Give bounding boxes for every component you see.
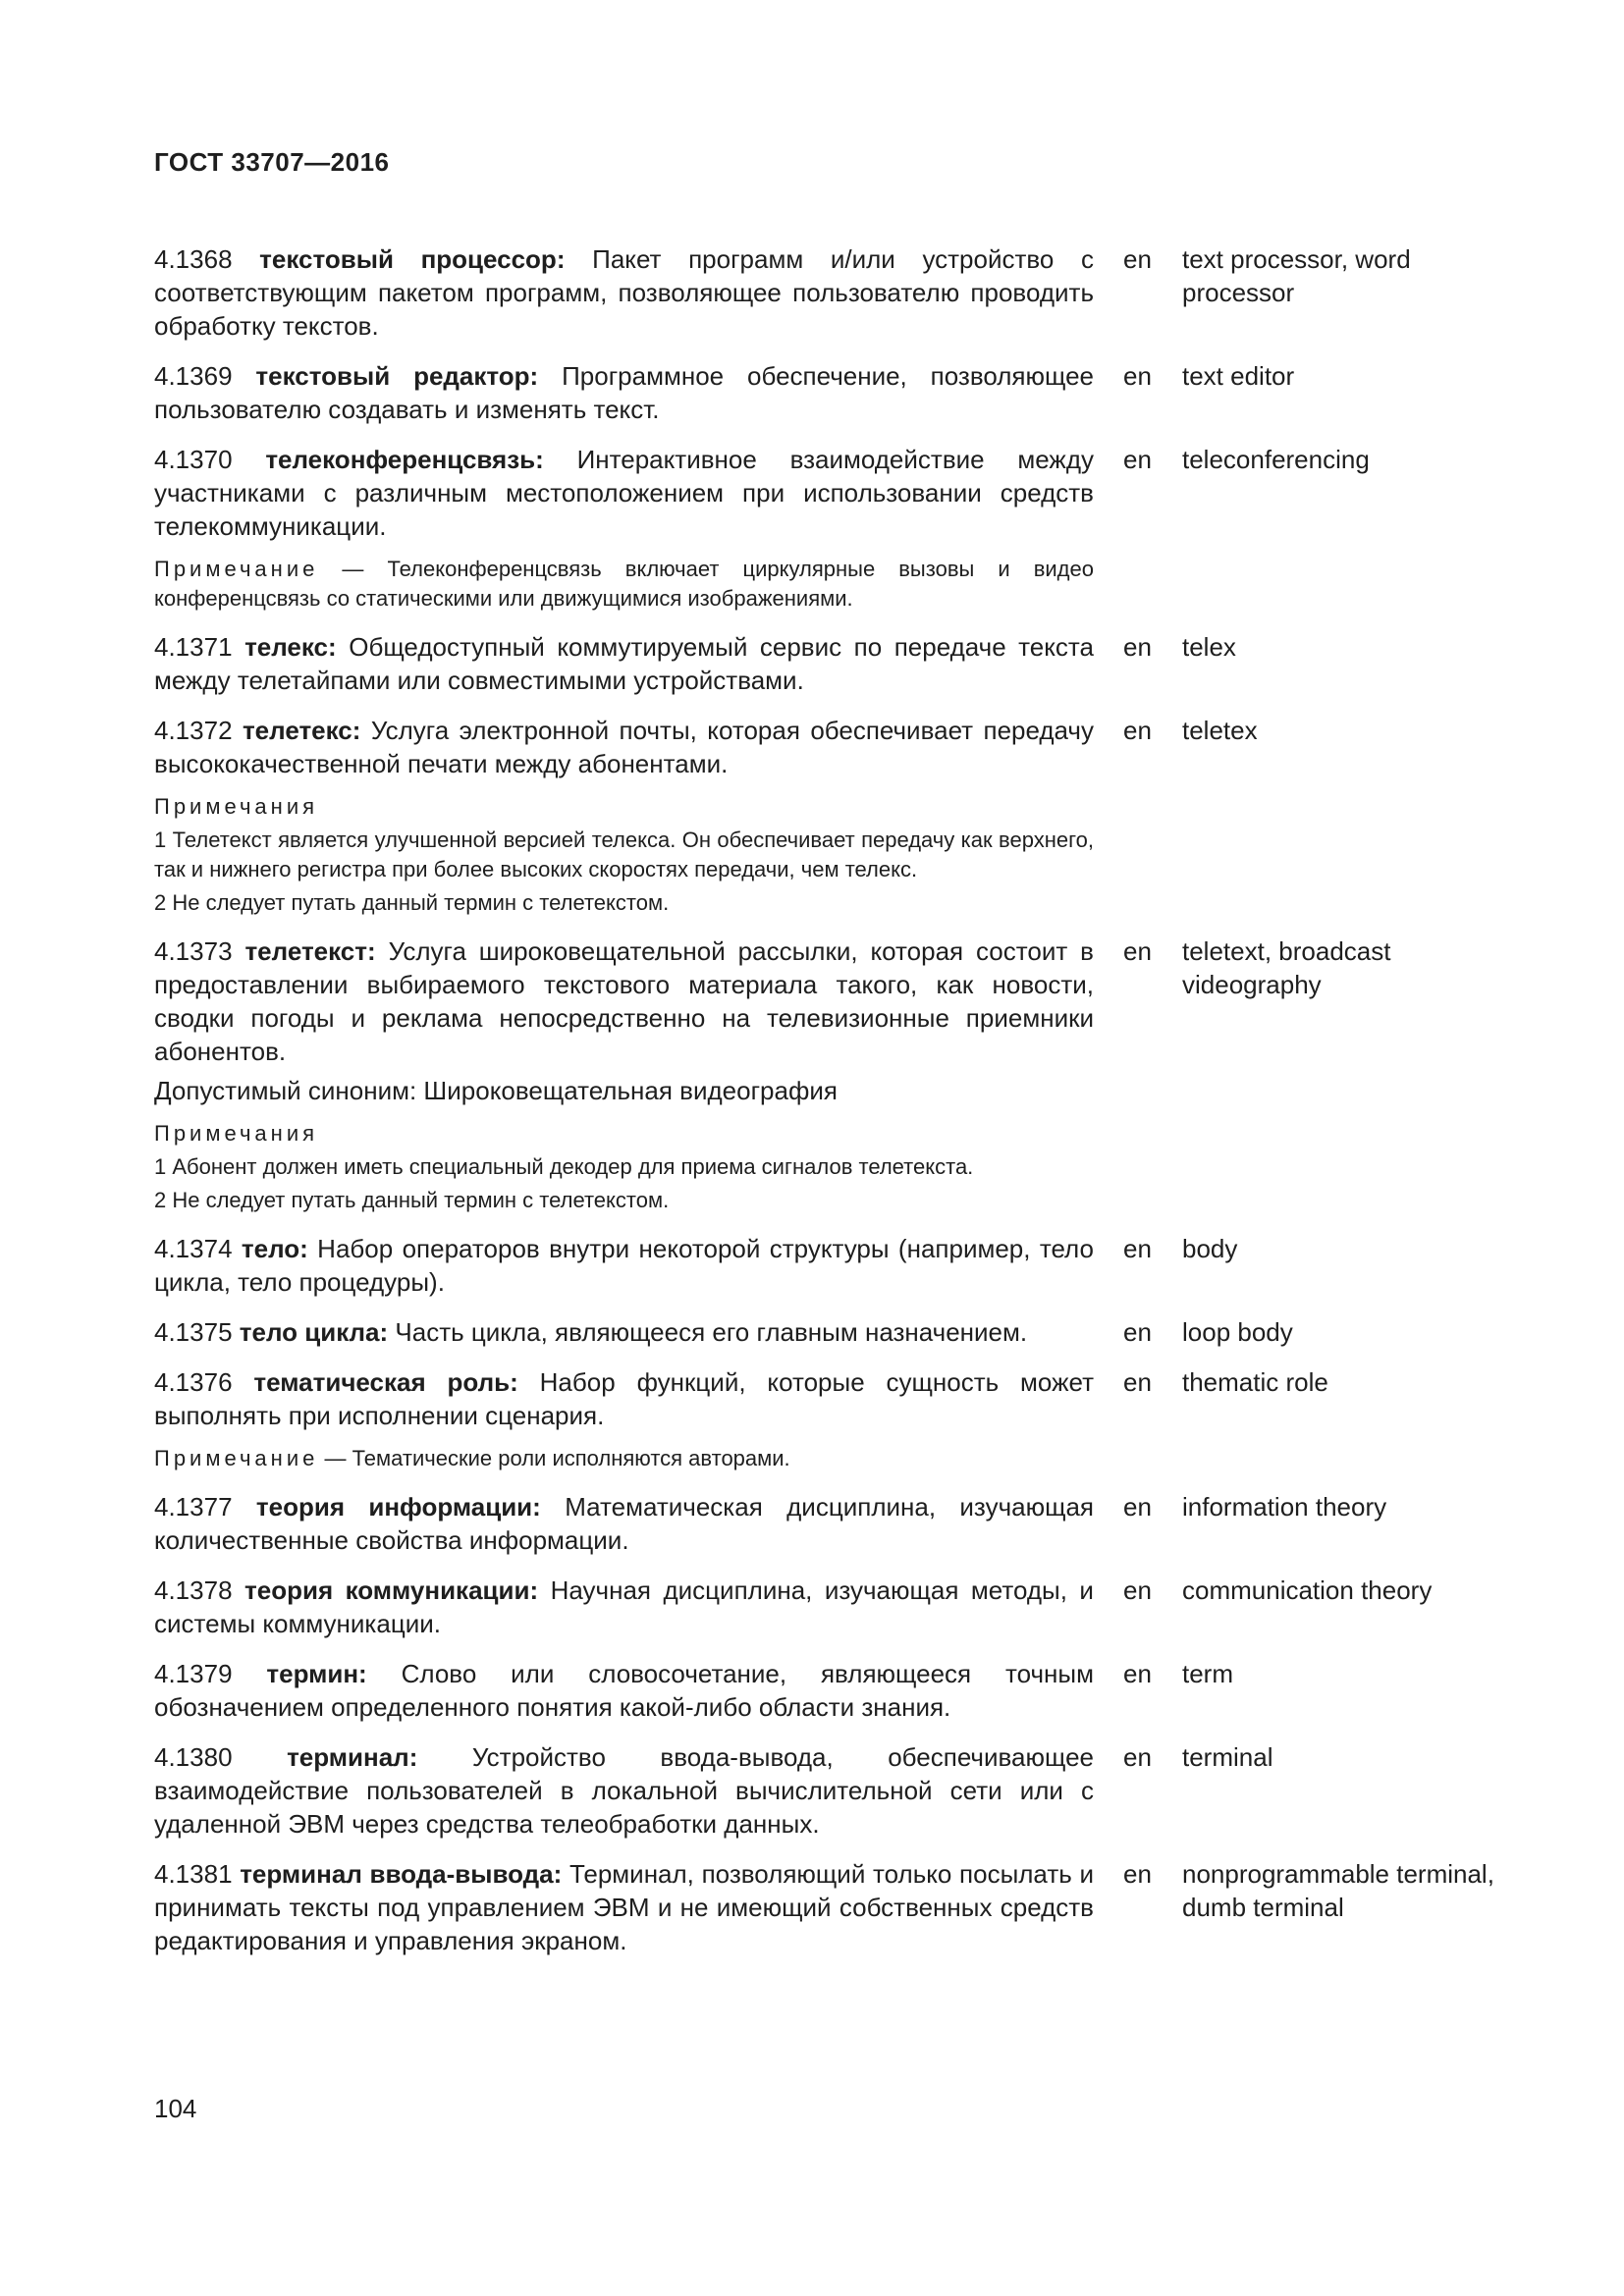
term-definition: [154, 1232, 1094, 1299]
definition-text: Интерактивное взаимодействие между участниками с различным местоположением при использовании средств телекоммуникации.: [154, 445, 1094, 541]
term-entry: [154, 1740, 1529, 1841]
term-name: терминал ввода-вывода:: [240, 1859, 563, 1889]
term-name: теория коммуникации:: [244, 1575, 539, 1605]
language-code: en: [1123, 1575, 1152, 1605]
entry-body: [154, 1232, 1094, 1299]
term-name: терминал:: [287, 1742, 418, 1772]
term-number: 4.1375: [154, 1317, 233, 1347]
notes-heading: Примечания: [154, 794, 319, 819]
entry-body: [154, 242, 1094, 343]
term-name: тело:: [241, 1234, 308, 1263]
entry-body: [154, 934, 1094, 1215]
definition-text: Устройство ввода-вывода, обеспечивающее взаимодействие пользователей в локальной вычислительной сети или с удаленной ЭВМ через средства телеобработки данных.: [154, 1742, 1094, 1839]
definition-text: Терминал, позволяющий только посылать и принимать тексты под управлением ЭВМ и не имеющий собственных средств редактирования и управления экраном.: [154, 1859, 1094, 1955]
language-code: en: [1123, 1859, 1152, 1889]
document-header: ГОСТ 33707—2016: [154, 147, 390, 177]
english-equivalent: text processor, word processor: [1182, 244, 1411, 307]
definition-text: Математическая дисциплина, изучающая количественные свойства информации.: [154, 1492, 1094, 1555]
term-entry: [154, 443, 1529, 614]
term-name: термин:: [266, 1659, 367, 1688]
term-definition: [154, 359, 1094, 426]
term-number: 4.1377: [154, 1492, 233, 1522]
entry-body: [154, 714, 1094, 918]
language-code: en: [1123, 936, 1152, 966]
term-definition: [154, 1490, 1094, 1557]
english-equivalent: teleconferencing: [1182, 445, 1370, 474]
entry-body: [154, 1657, 1094, 1724]
synonym: Допустимый синоним: Широковещательная видеография: [154, 1076, 838, 1105]
term-definition: [154, 934, 1094, 1068]
term-name: телетекс:: [242, 716, 361, 745]
term-definition: [154, 1315, 1094, 1349]
term-name: текстовый процессор:: [259, 244, 566, 274]
english-equivalent: communication theory: [1182, 1575, 1433, 1605]
term-definition: [154, 1574, 1094, 1640]
english-equivalent: thematic role: [1182, 1367, 1328, 1397]
terms-list: [154, 242, 1529, 1974]
term-entry: [154, 1232, 1529, 1299]
english-equivalent: teletext, broadcast videography: [1182, 936, 1391, 999]
term-entry: [154, 714, 1529, 918]
language-code: en: [1123, 1492, 1152, 1522]
term-number: 4.1369: [154, 361, 233, 391]
entry-body: [154, 1857, 1094, 1957]
definition-text: Услуга широковещательной рассылки, которая состоит в предоставлении выбираемого текстового материала такого, как новости, сводки погоды и реклама непосредственно на телевизионные приемники абонентов.: [154, 936, 1094, 1066]
term-definition: [154, 714, 1094, 780]
note-item: 1 Абонент должен иметь специальный декодер для приема сигналов телетекста.: [154, 1154, 974, 1179]
language-code: en: [1123, 1742, 1152, 1772]
term-number: 4.1376: [154, 1367, 233, 1397]
term-entry: [154, 1657, 1529, 1724]
definition-text: Общедоступный коммутируемый сервис по передаче текста между телетайпами или совместимыми устройствами.: [154, 632, 1094, 695]
language-code: en: [1123, 632, 1152, 662]
entry-body: [154, 359, 1094, 426]
page-number: 104: [154, 2094, 197, 2123]
term-number: 4.1373: [154, 936, 233, 966]
term-number: 4.1368: [154, 244, 233, 274]
term-number: 4.1381: [154, 1859, 233, 1889]
term-name: тело цикла:: [239, 1317, 389, 1347]
term-definition: [154, 1657, 1094, 1724]
english-equivalent: terminal: [1182, 1742, 1273, 1772]
definition-text: Слово или словосочетание, являющееся точным обозначением определенного понятия какой-либо области знания.: [154, 1659, 1094, 1722]
note-label: Примечание: [154, 1446, 319, 1470]
english-equivalent: body: [1182, 1234, 1238, 1263]
term-entry: [154, 1574, 1529, 1640]
language-code: en: [1123, 1659, 1152, 1688]
definition-text: Набор функций, которые сущность может выполнять при исполнении сценария.: [154, 1367, 1094, 1430]
term-definition: [154, 1740, 1094, 1841]
term-note: [154, 555, 1094, 614]
note-label: Примечание: [154, 557, 319, 581]
entry-body: [154, 1315, 1094, 1349]
note-item: 1 Телетекст является улучшенной версией телекса. Он обеспечивает передачу как верхнего, так и нижнего регистра при более высоких скоростях передачи, чем телекс.: [154, 828, 1094, 881]
definition-text: Набор операторов внутри некоторой структуры (например, тело цикла, тело процедуры).: [154, 1234, 1094, 1297]
language-code: en: [1123, 1367, 1152, 1397]
notes-heading: Примечания: [154, 1121, 319, 1146]
term-note: [154, 1444, 1094, 1473]
term-name: теория информации:: [255, 1492, 541, 1522]
term-number: 4.1370: [154, 445, 233, 474]
term-entry: [154, 242, 1529, 343]
english-equivalent: loop body: [1182, 1317, 1293, 1347]
term-name: текстовый редактор:: [255, 361, 539, 391]
note-item: 2 Не следует путать данный термин с телетекстом.: [154, 890, 670, 915]
entry-body: [154, 1574, 1094, 1640]
term-number: 4.1380: [154, 1742, 233, 1772]
language-code: en: [1123, 1317, 1152, 1347]
language-code: en: [1123, 361, 1152, 391]
term-name: телеконференцсвязь:: [265, 445, 544, 474]
term-definition: [154, 1365, 1094, 1432]
language-code: en: [1123, 244, 1152, 274]
definition-text: Услуга электронной почты, которая обеспечивает передачу высококачественной печати между абонентами.: [154, 716, 1094, 778]
english-equivalent: term: [1182, 1659, 1233, 1688]
note-text: — Телеконференцсвязь включает циркулярные вызовы и видео конференцсвязь со статическими или движущимися изображениями.: [154, 557, 1094, 611]
definition-text: Пакет программ и/или устройство с соответствующим пакетом программ, позволяющее пользователю проводить обработку текстов.: [154, 244, 1095, 341]
english-equivalent: text editor: [1182, 361, 1295, 391]
note-text: — Тематические роли исполняются авторами.: [324, 1446, 790, 1470]
term-name: тематическая роль:: [253, 1367, 518, 1397]
term-definition: [154, 1857, 1094, 1957]
term-entry: [154, 1365, 1529, 1473]
language-code: en: [1123, 716, 1152, 745]
term-entry: [154, 630, 1529, 697]
note-item: 2 Не следует путать данный термин с телетекстом.: [154, 1188, 670, 1212]
term-definition: [154, 443, 1094, 543]
english-equivalent: telex: [1182, 632, 1236, 662]
entry-body: [154, 1365, 1094, 1473]
term-entry: [154, 1490, 1529, 1557]
term-definition: [154, 242, 1094, 343]
term-number: 4.1371: [154, 632, 233, 662]
term-entry: [154, 1857, 1529, 1957]
english-equivalent: information theory: [1182, 1492, 1387, 1522]
definition-text: Программное обеспечение, позволяющее пользователю создавать и изменять текст.: [154, 361, 1094, 424]
term-entry: [154, 1315, 1529, 1349]
term-number: 4.1378: [154, 1575, 233, 1605]
definition-text: Научная дисциплина, изучающая методы, и системы коммуникации.: [154, 1575, 1094, 1638]
language-code: en: [1123, 445, 1152, 474]
language-code: en: [1123, 1234, 1152, 1263]
term-number: 4.1379: [154, 1659, 233, 1688]
term-name: телекс:: [244, 632, 337, 662]
term-entry: [154, 934, 1529, 1215]
term-name: телетекст:: [244, 936, 376, 966]
english-equivalent: teletex: [1182, 716, 1258, 745]
term-number: 4.1374: [154, 1234, 233, 1263]
entry-body: [154, 630, 1094, 697]
term-entry: [154, 359, 1529, 426]
entry-body: [154, 443, 1094, 614]
definition-text: Часть цикла, являющееся его главным назначением.: [395, 1317, 1028, 1347]
term-definition: [154, 630, 1094, 697]
term-number: 4.1372: [154, 716, 233, 745]
entry-body: [154, 1740, 1094, 1841]
english-equivalent: nonprogrammable terminal, dumb terminal: [1182, 1859, 1494, 1922]
entry-body: [154, 1490, 1094, 1557]
